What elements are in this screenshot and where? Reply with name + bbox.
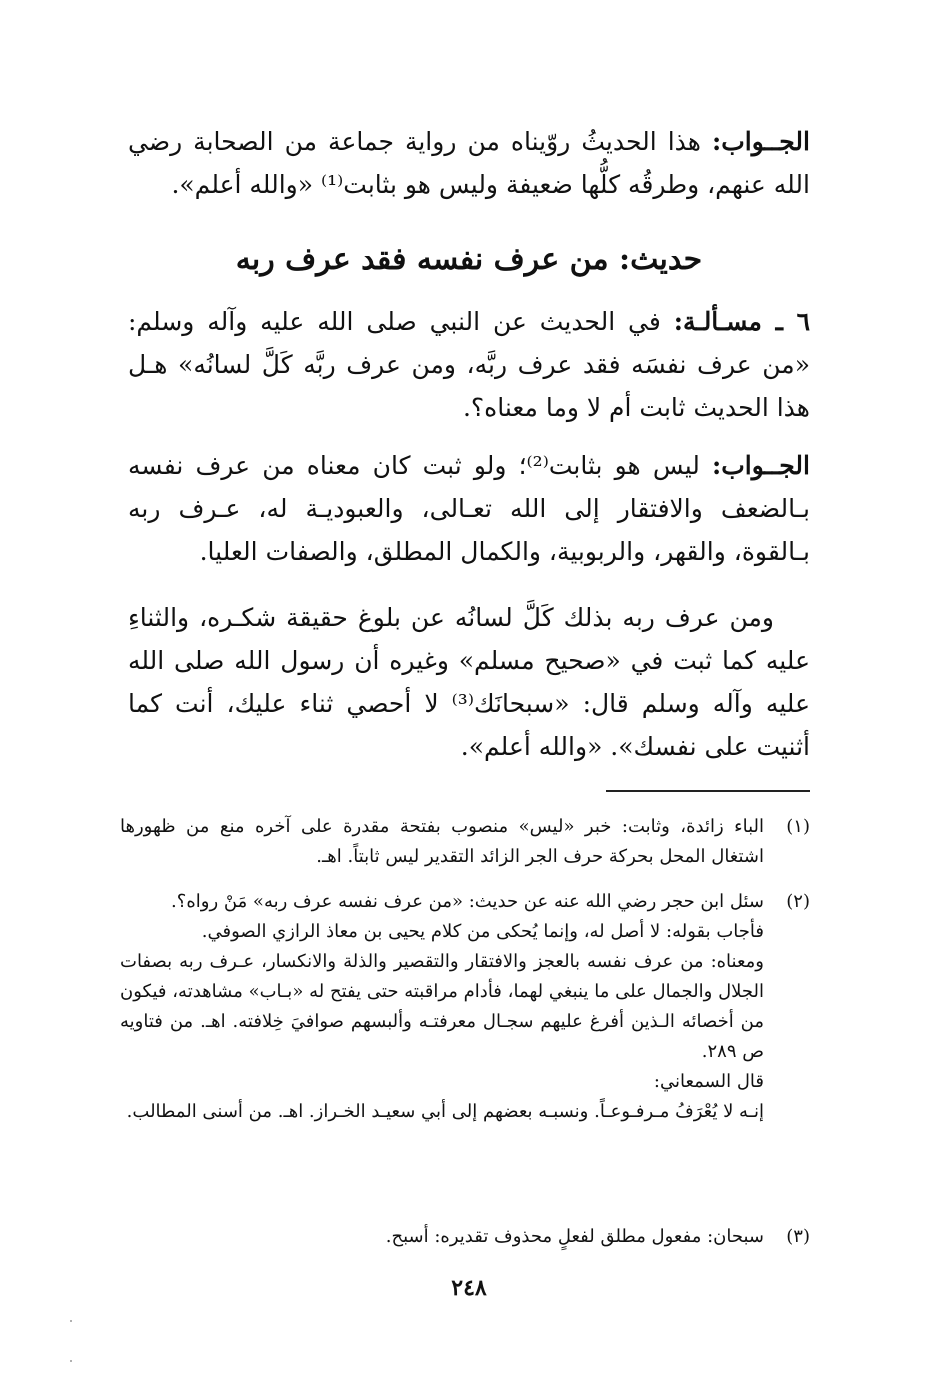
footnote-number: (٣) xyxy=(786,1226,810,1247)
footnote-number: (١) xyxy=(786,816,810,837)
scan-speck xyxy=(70,1320,72,1322)
footnote-line: الباء زائدة، وثابت: خبر «ليس» منصوب بفتحة مقدرة على آخره منع من ظهورها اشتغال المحل بحركة حرف الجر الزائد التقدير ليس ثابتاً. اهـ. xyxy=(120,816,764,867)
question-paragraph xyxy=(128,300,810,429)
footnote-number: (٢) xyxy=(786,891,810,912)
footnote-3 xyxy=(120,1222,810,1252)
answer-text: هذا الحديثُ روّيناه من رواية جماعة من الصحابة رضي الله عنهم، وطرقُه كلُّها ضعيفة وليس هو بثابت⁽¹⁾ «والله أعلم». xyxy=(128,127,810,199)
footnote-line: سبحان: مفعول مطلق لفعلٍ محذوف تقديره: أسبح. xyxy=(385,1226,764,1247)
answer-label: الجــواب: xyxy=(712,451,810,480)
answer-paragraph-1 xyxy=(128,120,810,206)
footnote-separator xyxy=(606,790,810,792)
footnote-line: سئل ابن حجر رضي الله عنه عن حديث: «من عرف نفسه عرف ربه» مَنْ رواه؟. xyxy=(171,891,764,912)
footnote-line: إنـه لا يُعْرَفُ مـرفـوعـاً. ونسبـه بعضهم إلى أبي سعيـد الخـراز. اهـ. من أسنى المطالب. xyxy=(126,1101,764,1122)
section-heading: حديث: من عرف نفسه فقد عرف ربه xyxy=(235,242,703,277)
footnote-line: قال السمعاني: xyxy=(653,1071,764,1092)
footnote-line: فأجاب بقوله: لا أصل له، وإنما يُحكى من كلام يحيى بن معاذ الرازي الصوفي. xyxy=(201,921,764,942)
answer-label: الجــواب: xyxy=(712,127,810,156)
footnote-2 xyxy=(120,887,810,1127)
question-label: ٦ ـ مسـألـة: xyxy=(673,307,811,336)
question-text: في الحديث عن النبي صلى الله عليه وآله وسلم: «من عرف نفسَه فقد عرف ربَّه، ومن عرف ربَّه كَلَّ لسانُه» هـل هذا الحديث ثابت أم لا وما معناه؟. xyxy=(128,307,810,422)
scan-speck xyxy=(70,1360,72,1362)
footnote-1 xyxy=(120,812,810,872)
page-number: ٢٤٨ xyxy=(451,1275,487,1301)
answer-paragraph-2 xyxy=(128,444,810,573)
footnote-line: ومعناه: من عرف نفسه بالعجز والافتقار والتقصير والذلة والانكسار، عـرف ربه بصفات الجلال والجمال على ما ينبغي لهما، فأدام مراقبته حتى يفتح له «بـاب» مشاهدته، فيكون من أخصائه الـذين أفرغ عليهم سجـال معرفتـه وألبسهم صوافيَ خِلافته. اهـ. من فتاويه ص ٢٨٩. xyxy=(120,951,764,1062)
commentary-paragraph: ومن عرف ربه بذلك كَلَّ لسانُه عن بلوغ حقيقة شكـره، والثناءِ عليه كما ثبت في «صحيح مسلم» وغيره أن رسول الله صلى الله عليه وآله وسلم قال: «سبحانَك⁽³⁾ لا أحصي ثناء عليك، أنت كما أثنيت على نفسك». «والله أعلم». xyxy=(128,603,811,761)
answer-text: ليس هو بثابت⁽²⁾؛ ولو ثبت كان معناه من عرف نفسه بـالضعف والافتقار إلى الله تعـالى، والعبوديـة له، عـرف ربه بـالقوة، والقهر، والربوبية، والكمال المطلق، والصفات العليا. xyxy=(128,451,810,566)
